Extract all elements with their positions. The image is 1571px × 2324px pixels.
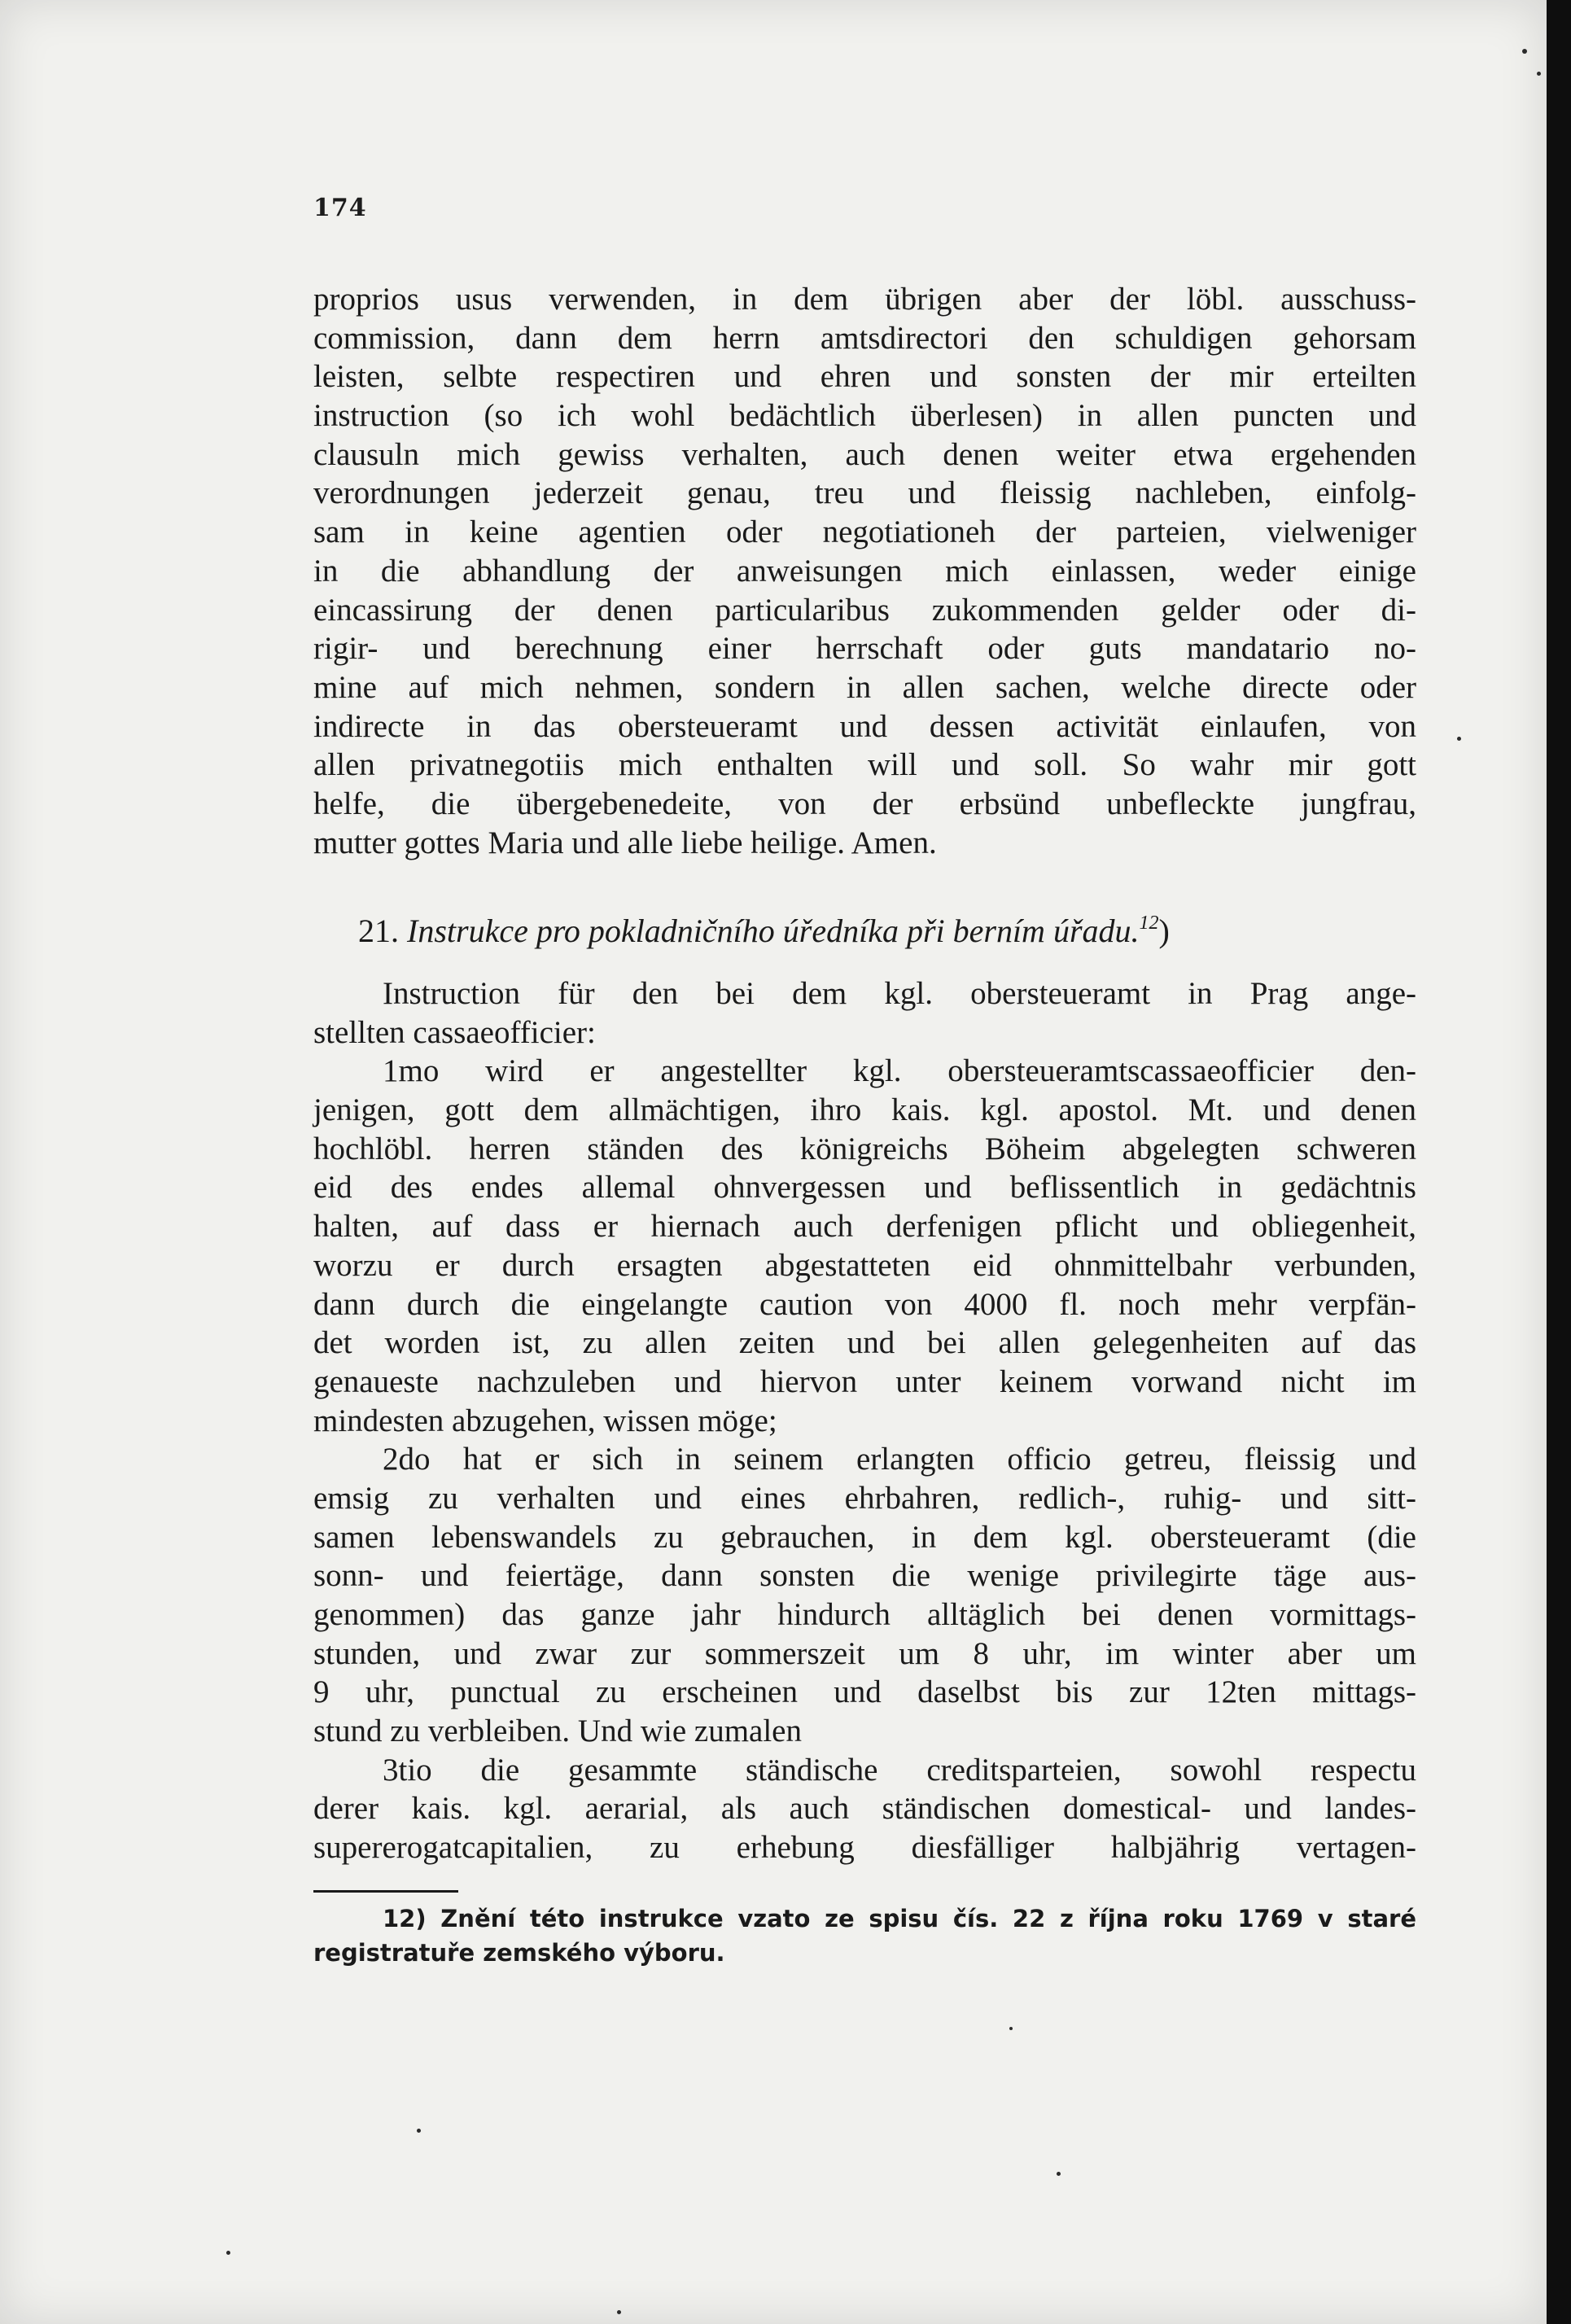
text-line: indirecte in das obersteueramt und dessen activität einlaufen, von (313, 708, 1416, 744)
footnote-line: 12) Znění této instrukce vzato ze spisu čís. 22 z října roku 1769 v staré (383, 1905, 1416, 1932)
text-line: instruction (so ich wohl bedächtlich überlesen) in allen puncten und (313, 398, 1416, 434)
text-line: helfe, die übergebenedeite, von der erbsünd unbefleckte jungfrau, (313, 786, 1416, 821)
scan-speck (1009, 2027, 1013, 2030)
page-number: 174 (313, 194, 367, 222)
scan-speck (417, 2129, 421, 2133)
text-line: verordnungen jederzeit genau, treu und fleissig nachleben, einfolg- (313, 475, 1416, 511)
text-line: stunden, und zwar zur sommerszeit um 8 uhr, im winter aber um (313, 1635, 1416, 1671)
text-line: leisten, selbte respectiren und ehren und sonsten der mir erteilten (313, 359, 1416, 395)
scan-speck (617, 2310, 621, 2314)
section-heading (358, 912, 1416, 950)
paragraph-oath (313, 280, 1416, 862)
text-line: clausuln mich gewiss verhalten, auch denen weiter etwa ergehenden (313, 436, 1416, 472)
text-line: mine auf mich nehmen, sondern in allen sachen, welche directe oder (313, 669, 1416, 705)
scan-speck (226, 2251, 230, 2255)
section-title: Instrukce pro pokladničního úředníka při berním úřadu. (407, 913, 1140, 949)
text-line: proprios usus verwenden, in dem übrigen aber der löbl. ausschuss- (313, 282, 1416, 317)
text-line: Instruction für den bei dem kgl. obersteueramt in Prag ange- (383, 976, 1416, 1011)
text-line: sam in keine agentien oder negotiationeh der parteien, vielweniger (313, 514, 1416, 550)
footnote-line: registratuře zemského výboru. (313, 1939, 725, 1967)
text-line: mindesten abzugehen, wissen möge; (313, 1403, 777, 1438)
footnote-reference: 12 (1139, 913, 1159, 934)
scan-speck (1057, 2172, 1061, 2176)
text-line: mutter gottes Maria und alle liebe heilige. Amen. (313, 825, 937, 860)
text-line: stellten cassaeofficier: (313, 1014, 596, 1050)
section-number: 21. (358, 913, 399, 949)
text-line: eincassirung der denen particularibus zukommenden gelder oder di- (313, 592, 1416, 628)
scan-speck (1457, 737, 1461, 741)
text-line: emsig zu verhalten und eines ehrbahren, redlich-, ruhig- und sitt- (313, 1480, 1416, 1516)
scan-speck (1537, 72, 1541, 76)
text-line: sonn- und feiertäge, dann sonsten die wenige privilegirte täge aus- (313, 1558, 1416, 1594)
heading-suffix: ) (1158, 913, 1170, 949)
text-line: dann durch die eingelangte caution von 4000 fl. noch mehr verpfän- (313, 1286, 1416, 1322)
text-line: stund zu verbleiben. Und wie zumalen (313, 1713, 802, 1749)
text-line: supererogatcapitalien, zu erhebung diesfälliger halbjährig vertagen- (313, 1830, 1416, 1866)
text-line: 9 uhr, punctual zu erscheinen und daselbst bis zur 12ten mittags- (313, 1674, 1416, 1710)
text-line: derer kais. kgl. aerarial, als auch ständischen domestical- und landes- (313, 1791, 1416, 1827)
text-line: 2do hat er sich in seinem erlangten officio getreu, fleissig und (383, 1442, 1416, 1477)
footnote (313, 1902, 1416, 1970)
text-line: samen lebenswandels zu gebrauchen, in dem kgl. obersteueramt (die (313, 1519, 1416, 1555)
text-line: rigir- und berechnung einer herrschaft oder guts mandatario no- (313, 631, 1416, 667)
scan-speck (1522, 49, 1527, 54)
text-line: genaueste nachzuleben und hiervon unter keinem vorwand nicht im (313, 1363, 1416, 1399)
footnote-divider (313, 1890, 458, 1893)
text-line: jenigen, gott dem allmächtigen, ihro kais. kgl. apostol. Mt. und denen (313, 1092, 1416, 1128)
text-line: commission, dann dem herrn amtsdirectori den schuldigen gehorsam (313, 320, 1416, 356)
text-line: hochlöbl. herren ständen des königreichs Böheim abgelegten schweren (313, 1131, 1416, 1166)
text-line: 1mo wird er angestellter kgl. obersteueramtscassaeofficier den- (383, 1053, 1416, 1089)
text-line: halten, auf dass er hiernach auch derfenigen pflicht und obliegenheit, (313, 1209, 1416, 1245)
text-line: eid des endes allemal ohnvergessen und beflissentlich in gedächtnis (313, 1170, 1416, 1206)
text-line: genommen) das ganze jahr hindurch alltäglich bei denen vormittags- (313, 1597, 1416, 1632)
text-line: det worden ist, zu allen zeiten und bei allen gelegenheiten auf das (313, 1325, 1416, 1361)
text-line: allen privatnegotiis mich enthalten will und soll. So wahr mir gott (313, 747, 1416, 783)
text-line: 3tio die gesammte ständische creditsparteien, sowohl respectu (383, 1752, 1416, 1788)
instruction-body (313, 974, 1416, 1867)
text-line: in die abhandlung der anweisungen mich einlassen, weder einige (313, 553, 1416, 589)
text-line: worzu er durch ersagten abgestatteten eid ohnmittelbahr verbunden, (313, 1247, 1416, 1283)
